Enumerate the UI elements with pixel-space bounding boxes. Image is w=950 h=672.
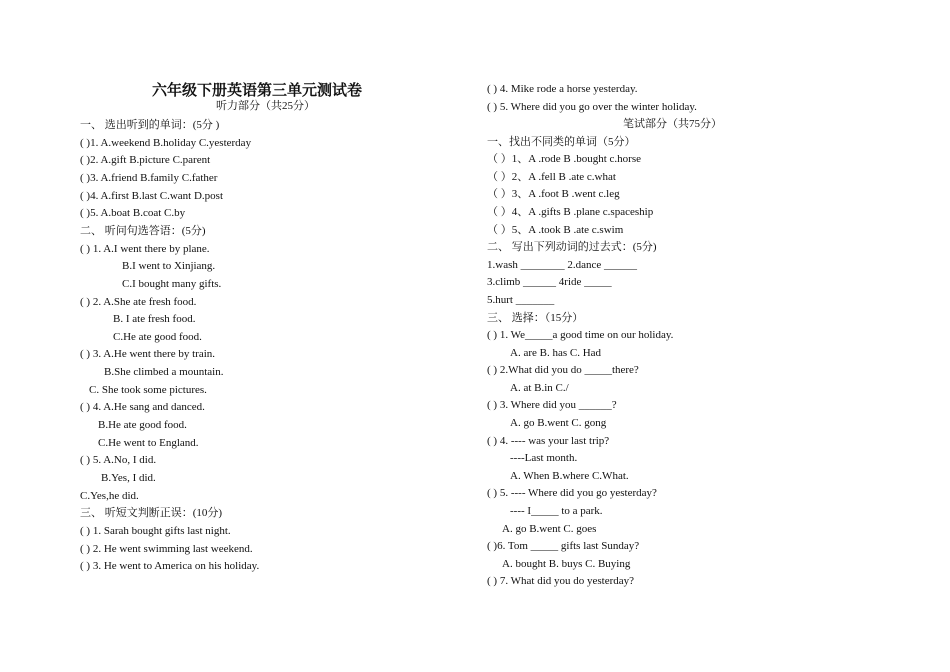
- right-line: 三、 选择：（15分）: [487, 311, 584, 324]
- right-line: A. are B. has C. Had: [510, 346, 602, 359]
- right-line: ( ) 5. Where did you go over the winter holiday.: [487, 100, 697, 113]
- left-line: ( )4. A.first B.last C.want D.post: [80, 189, 223, 202]
- right-line: A. go B.went C. goes: [502, 522, 597, 535]
- left-line: C.I bought many gifts.: [122, 277, 222, 290]
- right-line: （ ）4、A .gifts B .plane c.spaceship: [487, 206, 654, 219]
- right-line: ( ) 2.What did you do _____there?: [487, 364, 639, 377]
- right-line: A. bought B. buys C. Buying: [502, 557, 631, 570]
- left-line: 一、 选出听到的单词：(5分 ): [80, 119, 220, 131]
- left-line: ( ) 1. A.I went there by plane.: [80, 242, 210, 255]
- right-line: ( ) 4. Mike rode a horse yesterday.: [487, 83, 638, 95]
- left-line: ( )3. A.friend B.family C.father: [80, 171, 218, 184]
- left-line: C.Yes,he did.: [80, 489, 139, 502]
- right-line: ( ) 5. ---- Where did you go yesterday?: [487, 487, 657, 500]
- left-line: ( )1. A.weekend B.holiday C.yesterday: [80, 136, 252, 149]
- left-line: B. I ate fresh food.: [113, 313, 196, 326]
- right-line: 二、 写出下列动词的过去式：(5分): [487, 241, 657, 254]
- right-line: ( ) 1. We_____a good time on our holiday.: [487, 329, 674, 342]
- listening-section-title: 听力部分（共25分）: [216, 100, 315, 112]
- left-line: ( ) 3. He went to America on his holiday.: [80, 560, 260, 573]
- right-line: 一、找出不同类的单词（5分）: [487, 135, 636, 148]
- right-line: （ ）3、A .foot B .went c.leg: [487, 188, 620, 201]
- right-line: ----Last month.: [510, 452, 578, 465]
- right-line: ( ) 4. ---- was your last trip?: [487, 434, 610, 447]
- left-line: C.He went to England.: [98, 436, 199, 449]
- left-line: ( ) 5. A.No, I did.: [80, 454, 157, 467]
- page-title: 六年级下册英语第三单元测试卷: [152, 83, 363, 99]
- right-line: 5.hurt _______: [487, 293, 555, 306]
- right-line: A. go B.went C. gong: [510, 417, 607, 430]
- left-line: ( ) 1. Sarah bought gifts last night.: [80, 524, 231, 537]
- right-line: ---- I_____ to a park.: [510, 504, 603, 517]
- left-line: B.She climbed a mountain.: [104, 366, 224, 379]
- left-line: 三、 听短文判断正误：(10分): [80, 507, 223, 520]
- right-line: （ ）5、A .took B .ate c.swim: [487, 223, 624, 236]
- left-line: B.Yes, I did.: [101, 472, 156, 484]
- right-line: ( ) 7. What did you do yesterday?: [487, 575, 635, 588]
- right-line: 3.climb ______ 4ride _____: [487, 276, 612, 289]
- left-line: ( )2. A.gift B.picture C.parent: [80, 154, 211, 167]
- right-line: A. at B.in C./: [510, 381, 569, 394]
- left-line: ( )5. A.boat B.coat C.by: [80, 207, 186, 220]
- right-line: ( )6. Tom _____ gifts last Sunday?: [487, 540, 640, 553]
- right-line: 笔试部分（共75分）: [623, 118, 722, 131]
- left-line: B.He ate good food.: [98, 419, 187, 432]
- left-line: 二、 听问句选答语：(5分): [80, 224, 206, 237]
- left-line: ( ) 4. A.He sang and danced.: [80, 401, 205, 414]
- right-line: A. When B.where C.What.: [510, 469, 629, 482]
- right-line: （ ）1、A .rode B .bought c.horse: [487, 153, 641, 166]
- left-line: ( ) 2. A.She ate fresh food.: [80, 295, 197, 308]
- right-line: 1.wash ________ 2.dance ______: [487, 258, 638, 271]
- left-line: C. She took some pictures.: [89, 383, 207, 396]
- right-line: ( ) 3. Where did you ______?: [487, 399, 617, 412]
- left-line: C.He ate good food.: [113, 330, 202, 343]
- right-line: （ ）2、A .fell B .ate c.what: [487, 170, 616, 183]
- left-line: B.I went to Xinjiang.: [122, 260, 216, 273]
- left-line: ( ) 2. He went swimming last weekend.: [80, 542, 253, 555]
- left-line: ( ) 3. A.He went there by train.: [80, 348, 216, 361]
